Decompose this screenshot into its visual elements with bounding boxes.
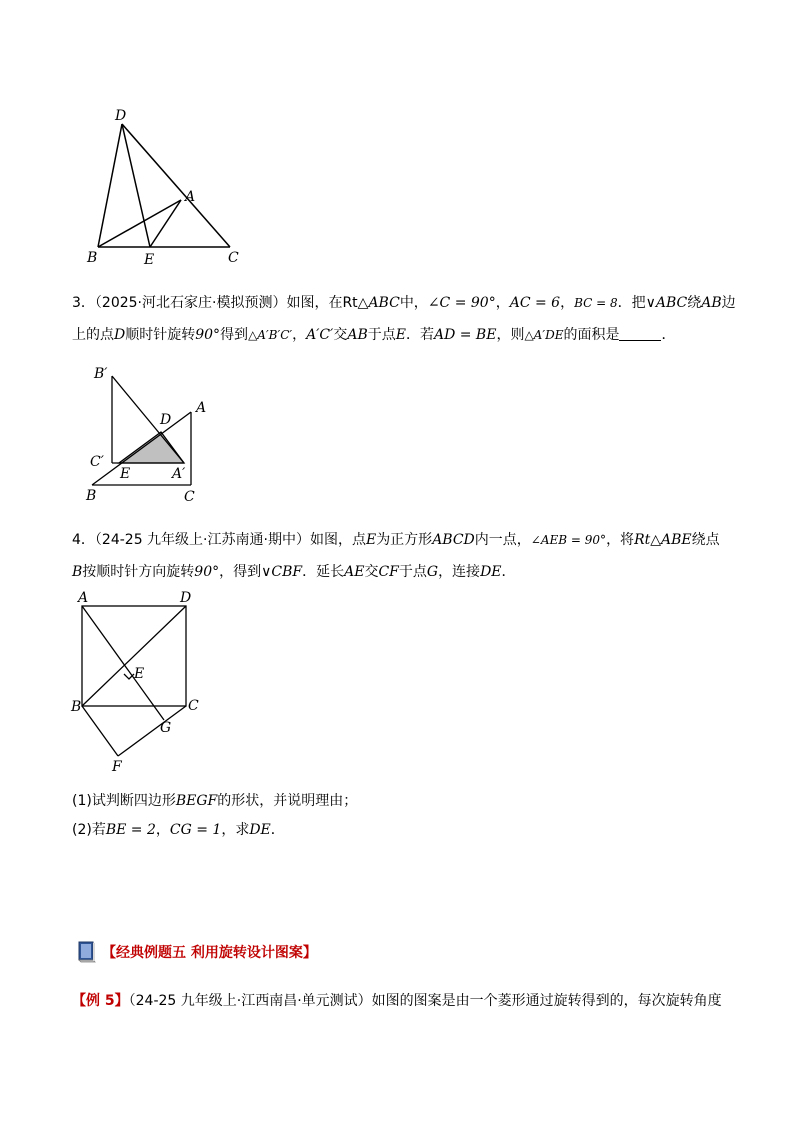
q3-l2c: 顺时针旋转 [125,327,196,343]
q3-triangle-ade: △A′DE [524,328,564,342]
fig3-label-E: E [134,666,145,682]
q3-triangle-prime: △A′B′C′ [248,328,293,342]
segment-FC [118,706,186,756]
q4-l2j: 于点 [398,564,427,580]
q3-apcp: A′C′ [306,327,334,343]
example-5-tag: 【例 5】 [72,993,129,1009]
q3-number: 3． [72,295,95,311]
fig3-label-G: G [160,720,172,736]
q3-ac: AC = 6 [509,295,561,311]
q4-de-2: DE [249,822,271,838]
q3-abc: ABC [368,295,400,311]
fig2-label-E: E [120,466,131,482]
q3-l2e: 得到 [220,327,249,343]
fig1-label-E: E [144,252,155,268]
q4-de: DE [480,564,502,580]
q3-ab-2: AB [347,327,368,343]
example-5-line [72,990,722,1012]
q4-subquestion-2 [72,819,285,841]
q4-s1c: 的形状，并说明理由； [217,793,358,809]
fig3-label-A: A [78,590,89,606]
q4-s2c: ， [155,822,170,838]
fig3-label-D: D [180,590,192,606]
fig2-label-Cp: C′ [90,454,104,470]
book-icon [76,940,98,964]
q4-rt-abe: Rt△ABE [634,532,692,548]
q3-l2q: 的面积是 [563,327,620,343]
q4-l1c: 为正方形 [376,532,433,548]
q4-triangle-cbf: ∨CBF [261,564,303,580]
q3-ad-be: AD = BE [433,327,497,343]
q3-t3: 中， [399,295,428,311]
q4-l2f: ．延长 [302,564,345,580]
q3-point-d: D [114,327,126,343]
section-title: 【经典例题五 利用旋转设计图案】 [102,945,317,961]
q4-90deg: 90° [194,564,220,580]
q3-t7: ， [560,295,575,311]
q3-90deg: 90° [195,327,221,343]
q4-square: ABCD [432,532,475,548]
q3-t5: ， [495,295,510,311]
q4-be-2: BE = 2 [105,822,156,838]
q4-begf: BEGF [175,793,218,809]
q3-angle-c: ∠C = 90° [427,295,496,311]
q4-l1i: 绕点 [691,532,720,548]
q3-t13: 边 [721,295,736,311]
fig1-label-D: D [115,108,127,124]
q3-point-e: E [395,327,406,343]
fig1-label-A: A [185,189,196,205]
q4-number: 4． [72,532,95,548]
fig1-label-B: B [87,250,98,266]
q4-s2a: (2)若 [72,822,106,838]
q4-source: （24-25 九年级上·江苏南通·期中）如图，点 [94,532,366,548]
q3-source: （2025·河北石家庄·模拟预测）如图，在 [94,295,343,311]
q3-l2m: ．若 [405,327,434,343]
q3-l2i: 交 [333,327,348,343]
q4-l2h: 交 [364,564,379,580]
fig3-label-C: C [188,698,199,714]
fig2-label-Bp: B′ [94,366,108,382]
segment-AG [82,606,164,720]
q3-rt: Rt△ [342,295,369,311]
q3-t9: ．把 [617,295,646,311]
fig2-label-A: A [196,400,207,416]
q3-t11: 绕 [687,295,702,311]
example-5-text: （24-25 九年级上·江西南昌·单元测试）如图的图案是由一个菱形通过旋转得到的，每次旋转角度 [128,993,722,1009]
fig3-label-F: F [112,759,122,775]
q4-s2g: ． [270,822,285,838]
q3-l2a: 上的点 [72,327,114,343]
q4-subquestion-1 [72,790,357,812]
q4-s1a: (1)试判断四边形 [72,793,176,809]
q4-l2b: 按顺时针方向旋转 [82,564,195,580]
q3-ab: AB [701,295,722,311]
fig2-label-C: C [184,489,195,505]
q4-l2n: ． [501,564,516,580]
fig1-label-C: C [228,250,239,266]
q4-cf: CF [378,564,399,580]
q4-point-e: E [365,532,377,548]
fig3-label-B: B [71,699,82,715]
q4-ae: AE [344,564,365,580]
segment-BE [82,606,186,706]
q4-l2l: ，连接 [438,564,481,580]
q3-l2k: 于点 [367,327,396,343]
q4-s2e: ，求 [221,822,250,838]
q3-l2g: ， [292,327,307,343]
q4-cg-1: CG = 1 [169,822,222,838]
fig2-label-B: B [86,488,97,504]
q4-point-g: G [426,564,439,580]
q4-angle-aeb: ∠AEB = 90° [530,533,607,547]
q4-l2d: ，得到 [219,564,262,580]
q4-l1e: 内一点， [474,532,531,548]
segment-BF [82,706,118,756]
q3-l2r: ． [661,327,676,343]
q4-l1g: ，将 [606,532,635,548]
q4-point-b: B [72,564,83,580]
q3-triangle-abc: ∨ABC [645,295,688,311]
q3-l2o: ，则 [496,327,525,343]
q3-bc: BC = 8 [574,296,618,310]
fig2-label-D: D [160,412,172,428]
fig2-label-Ap: A′ [172,466,186,482]
